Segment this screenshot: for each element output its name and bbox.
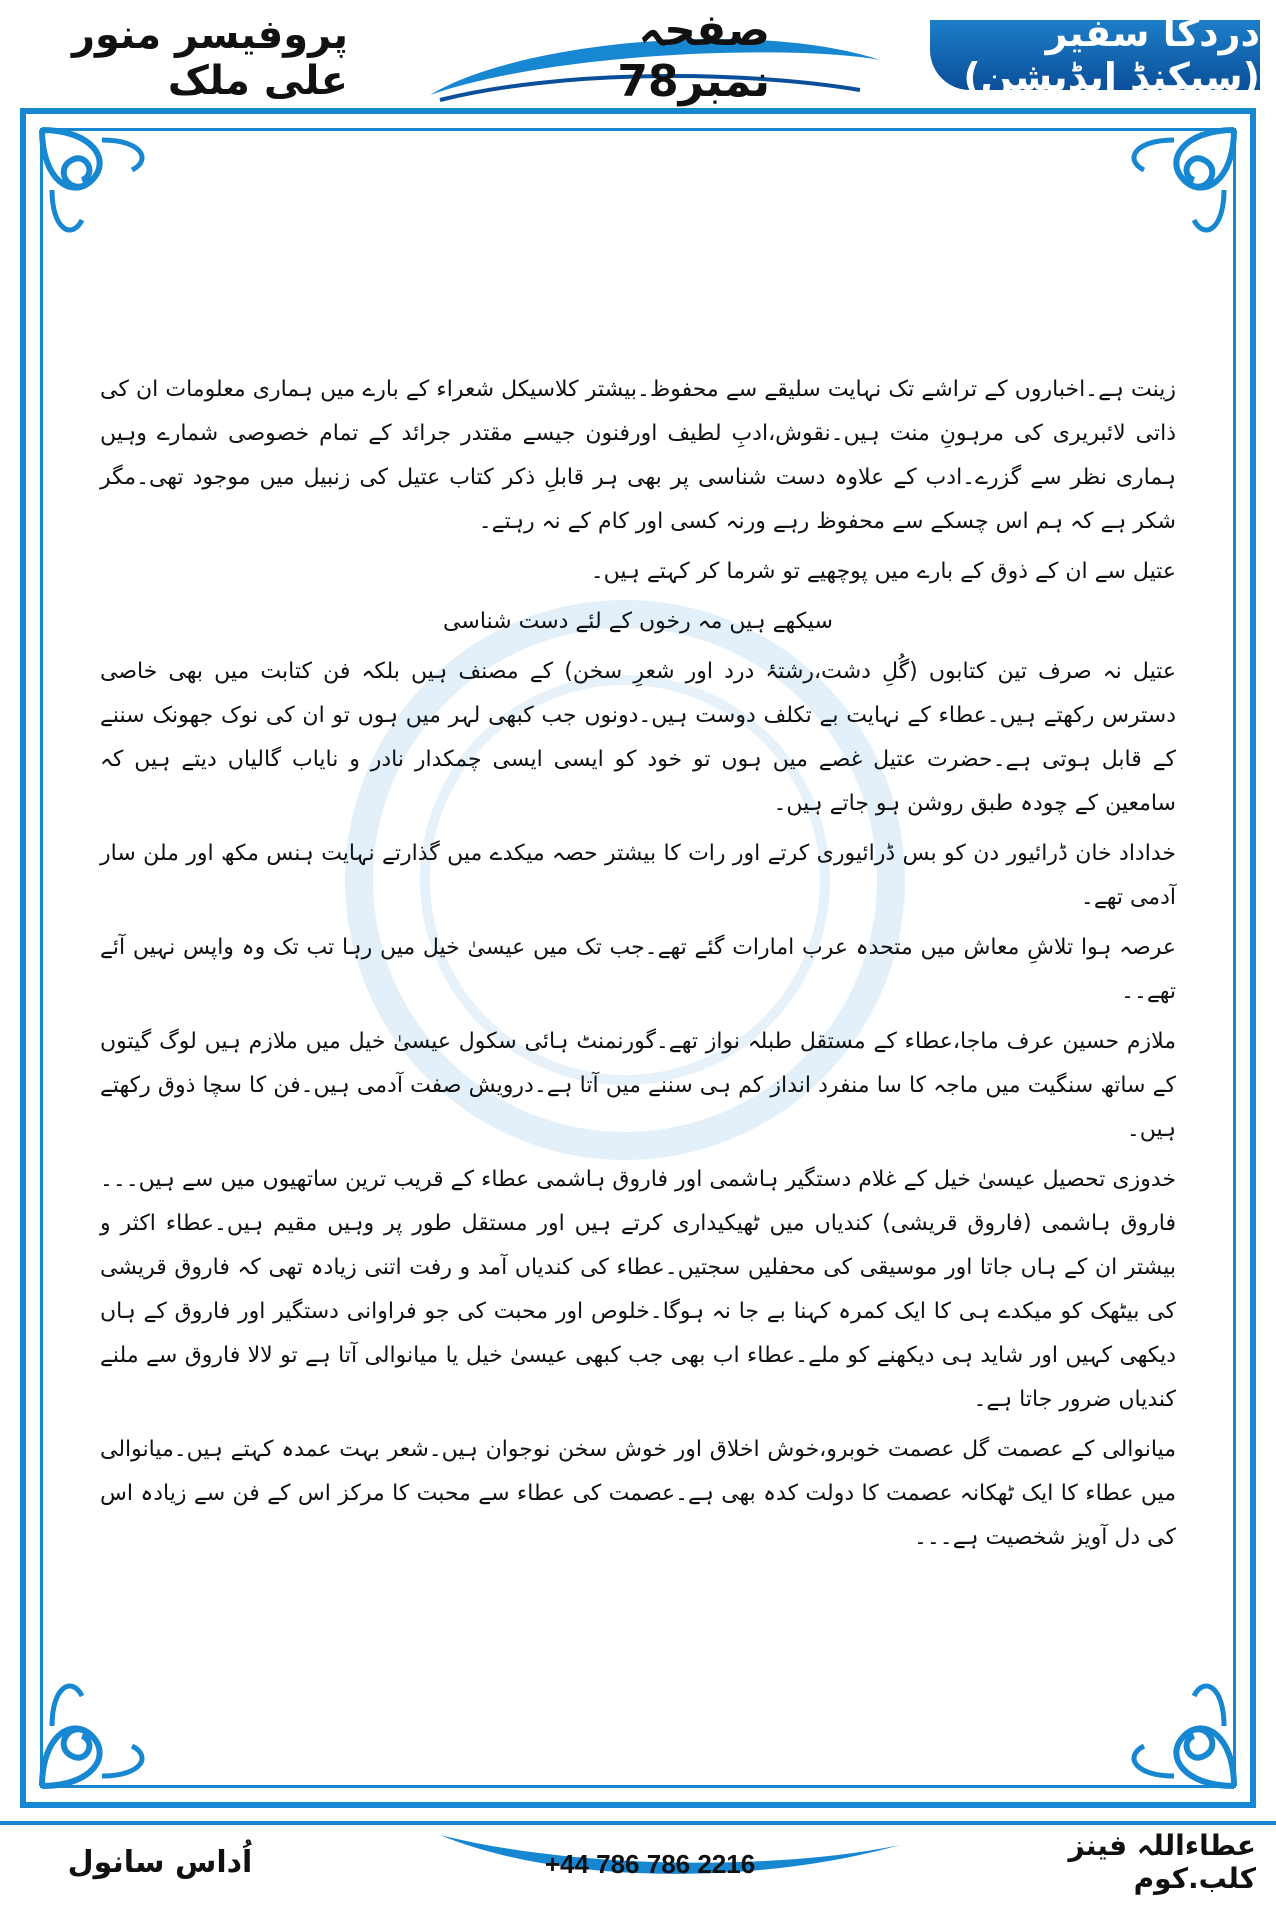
corner-ornament-top-right <box>1094 120 1244 270</box>
footer-phone: +44 786 786 2216 <box>544 1848 756 1879</box>
page-number: صفحہ نمبر78 <box>617 5 770 107</box>
author-name: پروفیسر منور علی ملک <box>72 12 348 104</box>
paragraph: ملازم حسین عرف ماجا،عطاء کے مستقل طبلہ نواز تھے۔گورنمنٹ ہائی سکول عیسیٰ خیل میں ملازم ہیں لوگ گیتوں کے ساتھ سنگیت میں ماجہ کا سا منفرد انداز کم ہی سننے میں آتا ہے۔درویش صفت آدمی ہیں۔فن کا سچا ذوق رکھتے ہیں۔ <box>100 1029 1176 1142</box>
footer-book-name: اُداس سانول <box>67 1844 253 1880</box>
corner-ornament-bottom-left <box>32 1646 182 1796</box>
paragraph: عتیل سے ان کے ذوق کے بارے میں پوچھیے تو شرما کر کہتے ہیں۔ <box>590 559 1176 584</box>
paragraph: میانوالی کے عصمت گل عصمت خوبرو،خوش اخلاق اور خوش سخن نوجوان ہیں۔شعر بہت عمدہ کہتے ہیں۔میانوالی میں عطاء کا ایک ٹھکانہ عصمت کا دولت کدہ بھی ہے۔عصمت کی عطاء سے محبت کا مرکز اس کے فن سے زیادہ اس کی دل آویز شخصیت ہے۔۔۔ <box>100 1437 1176 1550</box>
paragraph: عرصہ ہوا تلاشِ معاش میں متحدہ عرب امارات گئے تھے۔جب تک میں عیسیٰ خیل میں رہا تب تک وہ واپس نہیں آئے تھے۔۔ <box>100 935 1176 1004</box>
book-title: دردکا سفیر (سیکنڈ ایڈیشن) <box>930 20 1260 90</box>
paragraph: عتیل نہ صرف تین کتابوں (گُلِ دشت،رشتۂ درد اور شعرِ سخن) کے مصنف ہیں بلکہ فن کتابت میں بھی خاصی دسترس رکھتے ہیں۔عطاء کے نہایت بے تکلف دوست ہیں۔دونوں جب کبھی لہر میں ہوں تو ان کی نوک جھونک سننے کے قابل ہوتی ہے۔حضرت عتیل غصے میں ہوں تو خود کو ایسی ایسی چمکدار نادر و نایاب گالیاں دیتے ہیں کہ سامعین کے چودہ طبق روشن ہو جاتے ہیں۔ <box>100 659 1176 816</box>
body-text <box>100 368 1176 1566</box>
couplet: سیکھے ہیں مہ رخوں کے لئے دست شناسی <box>443 609 833 634</box>
paragraph: زینت ہے۔اخباروں کے تراشے تک نہایت سلیقے سے محفوظ۔بیشتر کلاسیکل شعراء کے بارے میں ہماری معلومات ان کی ذاتی لائبریری کی مرہونِ منت ہیں۔نقوش،ادبِ لطیف اورفنون جیسے مقتدر جرائد کے تمام خصوصی شمارے وہیں ہماری نظر سے گزرے۔ادب کے علاوہ دست شناسی پر بھی ہر قابلِ ذکر کتاب عتیل کی زنبیل میں موجود تھی۔مگر شکر ہے کہ ہم اس چسکے سے محفوظ رہے ورنہ کسی اور کام کے نہ رہتے۔ <box>100 377 1176 534</box>
corner-ornament-top-left <box>32 120 182 270</box>
footer-website: عطاءاللہ فینز کلب.کوم <box>1068 1829 1256 1895</box>
corner-ornament-bottom-right <box>1094 1646 1244 1796</box>
page-header <box>0 0 1276 110</box>
page-footer <box>0 1815 1276 1913</box>
paragraph: خدوزی تحصیل عیسیٰ خیل کے غلام دستگیر ہاشمی اور فاروق ہاشمی عطاء کے قریب ترین ساتھیوں میں سے ہیں۔۔۔فاروق ہاشمی (فاروق قریشی) کندیاں میں ٹھیکیداری کرتے ہیں اور مستقل طور پر وہیں مقیم ہیں۔عطاء اکثر و بیشتر ان کے ہاں جاتا اور موسیقی کی محفلیں سجتیں۔عطاء کی کندیاں آمد و رفت اتنی زیادہ تھی کہ فاروق قریشی کی بیٹھک کو میکدے ہی کا ایک کمرہ کہنا بے جا نہ ہوگا۔خلوص اور محبت کی جو فراوانی دستگیر اور فاروق کے ہاں دیکھی کہیں اور شاید ہی دیکھنے کو ملے۔عطاء اب بھی جب کبھی عیسیٰ خیل یا میانوالی آتا ہے تو لالا فاروق سے ملنے کندیاں ضرور جاتا ہے۔ <box>100 1167 1176 1412</box>
paragraph: خداداد خان ڈرائیور دن کو بس ڈرائیوری کرتے اور رات کا بیشتر حصہ میکدے میں گذارتے نہایت ہنس مکھ اور ملن سار آدمی تھے۔ <box>100 841 1176 910</box>
